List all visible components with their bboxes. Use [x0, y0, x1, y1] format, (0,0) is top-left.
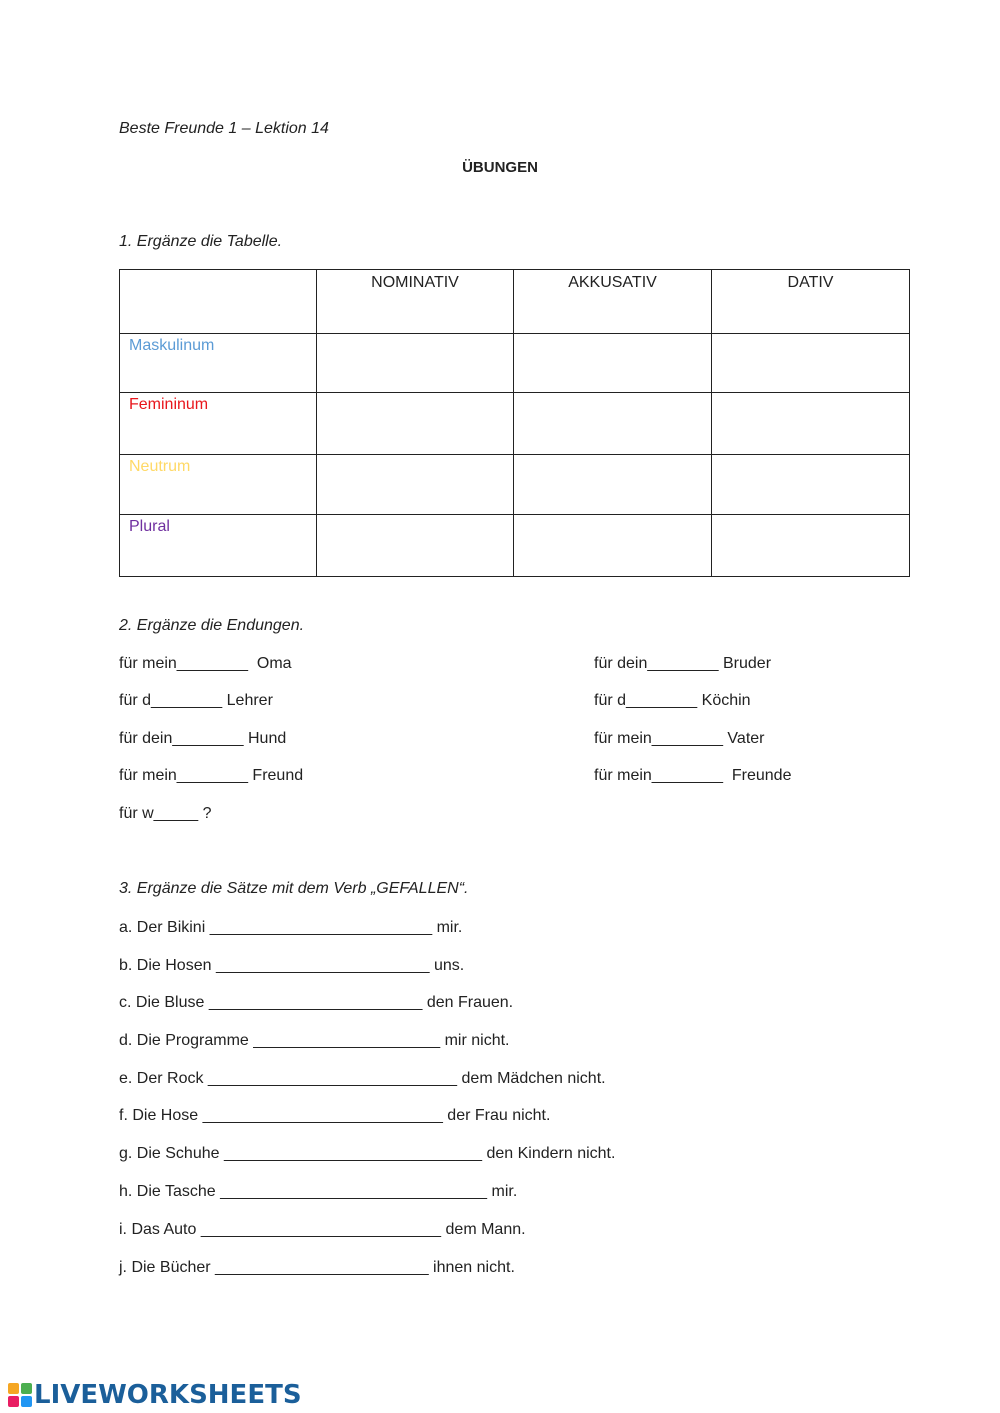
exercise1-instruction: 1. Ergänze die Tabelle. — [119, 233, 283, 250]
sentence-e[interactable]: e. Der Rock ____________________________ dem Mädchen nicht. — [119, 1070, 606, 1087]
logo-text: LIVEWORKSHEETS — [34, 1380, 302, 1410]
course-label: Beste Freunde 1 – Lektion 14 — [119, 120, 329, 137]
ending-item-left-1[interactable]: für mein________ Oma — [119, 655, 292, 672]
header-cell-empty — [120, 270, 317, 334]
logo-blocks-icon — [8, 1383, 32, 1407]
page-title: ÜBUNGEN — [462, 159, 538, 176]
sentence-c[interactable]: c. Die Bluse ________________________ den Frauen. — [119, 994, 514, 1011]
table-row-femininum — [120, 393, 910, 455]
sentence-i[interactable]: i. Das Auto ___________________________ dem Mann. — [119, 1221, 526, 1238]
answer-cell-neutrum-dativ[interactable] — [712, 455, 910, 515]
answer-cell-neutrum-nominativ[interactable] — [317, 455, 514, 515]
sentence-b[interactable]: b. Die Hosen ________________________ uns. — [119, 957, 465, 974]
declension-table — [119, 269, 910, 577]
table-header-row — [120, 270, 910, 334]
sentence-a[interactable]: a. Der Bikini _________________________ mir. — [119, 919, 463, 936]
answer-cell-plural-akkusativ[interactable] — [514, 515, 712, 577]
ending-item-left-2[interactable]: für d________ Lehrer — [119, 692, 273, 709]
table-row-plural — [120, 515, 910, 577]
ending-item-right-4[interactable]: für mein________ Freunde — [594, 767, 792, 784]
ending-item-left-3[interactable]: für dein________ Hund — [119, 730, 287, 747]
row-label-neutrum: Neutrum — [120, 455, 317, 515]
sentence-j[interactable]: j. Die Bücher ________________________ ihnen nicht. — [119, 1259, 515, 1276]
ending-item-left-5[interactable]: für w_____ ? — [119, 805, 212, 822]
liveworksheets-logo[interactable] — [8, 1381, 302, 1409]
header-cell-akkusativ: AKKUSATIV — [514, 270, 712, 334]
answer-cell-maskulinum-dativ[interactable] — [712, 334, 910, 393]
table-row-maskulinum — [120, 334, 910, 393]
row-label-femininum: Femininum — [120, 393, 317, 455]
answer-cell-neutrum-akkusativ[interactable] — [514, 455, 712, 515]
answer-cell-maskulinum-akkusativ[interactable] — [514, 334, 712, 393]
ending-item-left-4[interactable]: für mein________ Freund — [119, 767, 304, 784]
answer-cell-femininum-akkusativ[interactable] — [514, 393, 712, 455]
row-label-maskulinum: Maskulinum — [120, 334, 317, 393]
ending-item-right-2[interactable]: für d________ Köchin — [594, 692, 751, 709]
answer-cell-plural-dativ[interactable] — [712, 515, 910, 577]
table-row-neutrum — [120, 455, 910, 515]
header-cell-nominativ: NOMINATIV — [317, 270, 514, 334]
sentence-f[interactable]: f. Die Hose ___________________________ der Frau nicht. — [119, 1107, 551, 1124]
answer-cell-femininum-dativ[interactable] — [712, 393, 910, 455]
ending-item-right-3[interactable]: für mein________ Vater — [594, 730, 765, 747]
sentence-h[interactable]: h. Die Tasche ______________________________ mir. — [119, 1183, 518, 1200]
sentence-g[interactable]: g. Die Schuhe _____________________________ den Kindern nicht. — [119, 1145, 616, 1162]
exercise3-instruction: 3. Ergänze die Sätze mit dem Verb „GEFALLEN“. — [119, 880, 469, 897]
row-label-plural: Plural — [120, 515, 317, 577]
exercise2-instruction: 2. Ergänze die Endungen. — [119, 617, 305, 634]
answer-cell-plural-nominativ[interactable] — [317, 515, 514, 577]
answer-cell-maskulinum-nominativ[interactable] — [317, 334, 514, 393]
answer-cell-femininum-nominativ[interactable] — [317, 393, 514, 455]
sentence-d[interactable]: d. Die Programme _____________________ mir nicht. — [119, 1032, 510, 1049]
header-cell-dativ: DATIV — [712, 270, 910, 334]
ending-item-right-1[interactable]: für dein________ Bruder — [594, 655, 772, 672]
